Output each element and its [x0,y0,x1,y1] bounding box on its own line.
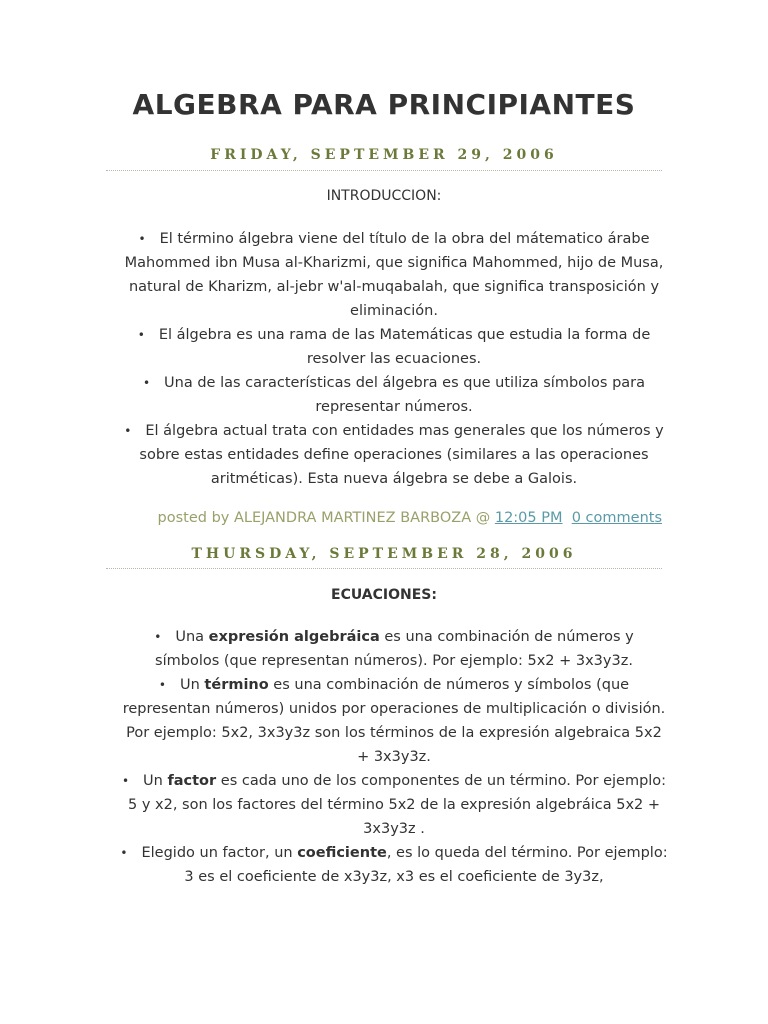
post-date: THURSDAY, SEPTEMBER 28, 2006 [191,546,577,562]
bold-term: término [204,677,269,693]
text-span: , es lo queda del término. Por ejemplo: 3 es el coeficiente de x3y3z, x3 es el coeficiente de 3y3z, [184,845,668,885]
post-bullet-list [120,227,668,491]
post-bullet-list [120,625,668,889]
post-time-link[interactable]: 12:05 PM [494,510,563,526]
text-span: es una combinación de números y símbolos (que representan números). Por ejemplo: 5x2 + 3x3y3z. [155,629,634,669]
bold-term: expresión algebráica [208,629,380,645]
list-item [120,841,668,889]
list-item [120,769,668,841]
post-heading: ECUACIONES: [331,587,437,603]
post-date: FRIDAY, SEPTEMBER 29, 2006 [210,147,558,163]
list-item: • El término álgebra viene del título de la obra del mátematico árabe Mahommed ibn Musa al-Kharizmi, que significa Mahommed, hijo de Musa, natural de Kharizm, al-jebr w'al-muqabalah, que significa transposición y eliminación. [120,227,668,323]
post-footer [158,510,662,526]
text-span: Elegido un factor, un [141,845,298,861]
bold-term: coeficiente [297,845,387,861]
list-item: • Una de las características del álgebra es que utiliza símbolos para representar números. [120,371,668,419]
text-span: Un [143,773,168,789]
bold-term: factor [167,773,217,789]
divider [106,170,662,171]
text-span: es una combinación de números y símbolos (que representan números) unidos por operaciones de multiplicación o división. Por ejemplo: 5x2, 3x3y3z son los términos de la expresión algebraica 5x2 + 3x3y3z. [122,677,666,765]
text-span: Un [180,677,205,693]
divider [106,568,662,569]
text-span: Una [175,629,209,645]
list-item: • El álgebra actual trata con entidades mas generales que los números y sobre estas entidades define operaciones (similares a las operaciones aritméticas). Esta nueva álgebra se debe a Galois. [120,419,668,491]
posted-by-text: posted by ALEJANDRA MARTINEZ BARBOZA @ [157,510,491,526]
list-item [120,673,668,769]
blog-title: ALGEBRA PARA PRINCIPIANTES [132,88,636,121]
text-span: es cada uno de los componentes de un término. Por ejemplo: 5 y x2, son los factores del término 5x2 de la expresión algebráica 5x2 + 3x3y3z . [127,773,667,837]
post-heading: INTRODUCCION: [326,188,442,204]
list-item [120,625,668,673]
list-item: • El álgebra es una rama de las Matemáticas que estudia la forma de resolver las ecuaciones. [120,323,668,371]
comments-link[interactable]: 0 comments [571,510,662,526]
